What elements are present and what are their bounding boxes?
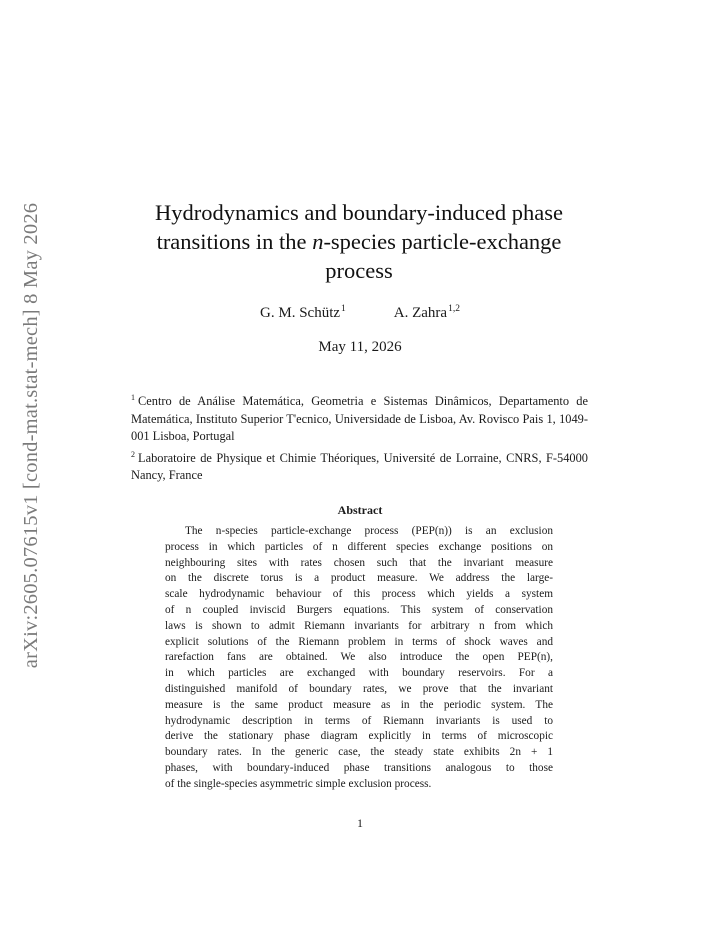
affiliation-2-text: Laboratoire de Physique et Chimie Théoriques, Université de Lorraine, CNRS, F-54000 Nancy, France bbox=[131, 450, 588, 482]
abstract-line: phases, with boundary-induced phase transitions analogous to those bbox=[165, 761, 553, 774]
abstract-line: hydrodynamic description in terms of Riemann invariants is used to bbox=[165, 714, 553, 727]
abstract-line: laws is shown to admit Riemann invariants for arbitrary n from which bbox=[165, 619, 553, 632]
affiliation-2-mark: 2 bbox=[131, 449, 135, 459]
affiliation-1 bbox=[131, 389, 588, 446]
arxiv-stamp-text: arXiv:2605.07615v1 [cond-mat.stat-mech] 8 May 2026 bbox=[20, 202, 43, 668]
abstract-line: of n coupled inviscid Burgers equations. This system of conservation bbox=[165, 603, 553, 616]
author-1-affiliation-mark: 1 bbox=[341, 304, 346, 314]
author-2-affiliation-mark: 1,2 bbox=[448, 304, 460, 314]
paper-title bbox=[120, 198, 598, 285]
title-line-3: process bbox=[325, 258, 393, 283]
title-line-1: Hydrodynamics and boundary-induced phase bbox=[154, 200, 563, 225]
title-line-2 bbox=[120, 227, 598, 256]
title-line-2-pre: transitions in the bbox=[156, 229, 313, 254]
abstract-line: explicit solutions of the Riemann problem in terms of shock waves and bbox=[165, 635, 553, 648]
paper-date: May 11, 2026 bbox=[318, 339, 402, 355]
page-number: 1 bbox=[357, 816, 363, 830]
abstract-line: on the discrete torus is a product measure. We address the large- bbox=[165, 572, 553, 585]
abstract-line: scale hydrodynamic behaviour of this process which yields a system bbox=[165, 588, 553, 601]
title-line-2-post: -species particle-exchange bbox=[323, 229, 562, 254]
abstract-line: in which particles are exchanged with boundary reservoirs. For a bbox=[165, 667, 553, 680]
arxiv-identifier-stamp bbox=[4, 190, 60, 680]
abstract-line: rarefaction fans are obtained. We also introduce the open PEP(n), bbox=[165, 651, 553, 664]
title-variable-n: n bbox=[312, 229, 324, 254]
abstract-heading: Abstract bbox=[337, 503, 383, 517]
abstract-line: process in which particles of n different species exchange positions on bbox=[165, 540, 553, 553]
affiliation-list bbox=[131, 389, 588, 485]
abstract-line: derive the stationary phase diagram explicitly in terms of microscopic bbox=[165, 730, 553, 743]
author-1-name: G. M. Schütz bbox=[260, 305, 341, 321]
abstract-line: The n-species particle-exchange process (PEP(n)) is an exclusion bbox=[185, 525, 553, 537]
affiliation-2 bbox=[131, 446, 588, 485]
affiliation-1-text: Centro de Análise Matemática, Geometria e Sistemas Dinâmicos, Departamento de Matemática, Instituto Superior T'ecnico, Universidade de Lisboa, Av. Rovisco Pais 1, 1049-001 Lisboa, Portugal bbox=[131, 394, 588, 443]
abstract-line: boundary rates. In the generic case, the steady state exhibits 2n + 1 bbox=[165, 746, 553, 759]
abstract-line: distinguished manifold of boundary rates, we prove that the invariant bbox=[165, 682, 553, 695]
abstract-line: measure is the same product measure as in the periodic system. The bbox=[165, 698, 553, 711]
author-1 bbox=[260, 304, 346, 322]
abstract-body bbox=[165, 524, 553, 793]
affiliation-1-mark: 1 bbox=[131, 393, 135, 402]
abstract-line: of the single-species asymmetric simple exclusion process. bbox=[165, 777, 432, 790]
author-list bbox=[0, 304, 720, 322]
author-2-name: A. Zahra bbox=[393, 305, 448, 321]
abstract-line: neighbouring sites with rates chosen such that the invariant measure bbox=[165, 556, 553, 569]
author-2 bbox=[394, 304, 460, 322]
